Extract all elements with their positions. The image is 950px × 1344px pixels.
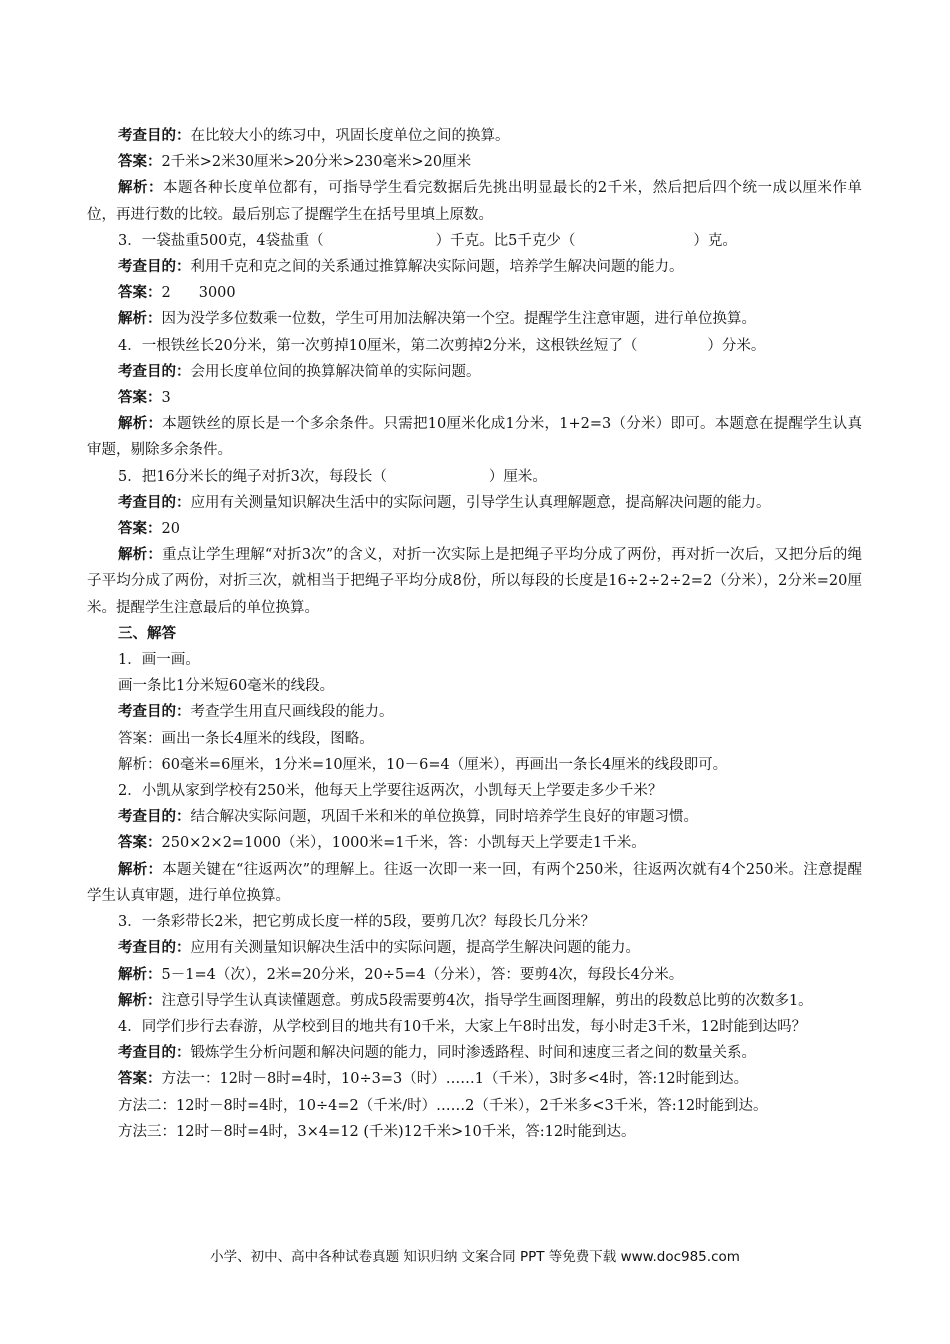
label-purpose: 考查目的： [118, 703, 191, 721]
label-analysis: 解析： [118, 415, 163, 433]
question-5: 5．把16分米长的绳子对折3次，每段长（ ）厘米。 [118, 468, 547, 485]
label-purpose: 考查目的： [118, 258, 191, 276]
line-19: 考查目的：考查学生用直尺画线段的能力。 [118, 703, 394, 721]
label-purpose: 考查目的： [118, 1044, 191, 1062]
line-1: 考查目的：在比较大小的练习中，巩固长度单位之间的换算。 [118, 127, 510, 144]
question-4: 4．一根铁丝长20分米，第一次剪掉10厘米，第二次剪掉2分米，这根铁丝短了（ ）分米。 [118, 337, 766, 354]
line-9: 考查目的：会用长度单位间的换算解决简单的实际问题。 [118, 362, 481, 380]
label-analysis: 解析： [118, 310, 162, 328]
label-purpose: 考查目的： [118, 493, 191, 511]
line-23: 考查目的：结合解决实际问题，巩固千米和米的单位换算，同时培养学生良好的审题习惯。 [118, 808, 698, 826]
question-2: 2．小凯从家到学校有250米，他每天上学要往返两次，小凯每天上学要走多少千米？ [118, 783, 663, 800]
label-answer: 答案： [118, 284, 162, 302]
line-32: 答案：方法一：12时－8时=4时，10÷3=3（时）……1（千米），3时多<4时，答:12时能到达。 [118, 1070, 749, 1088]
label-analysis: 解析： [118, 991, 162, 1009]
method-3: 方法三：12时－8时=4时，3×4=12 (千米)12千米>10千米，答:12时能到达。 [118, 1123, 636, 1140]
line-27: 考查目的：应用有关测量知识解决生活中的实际问题，提高学生解决问题的能力。 [118, 939, 640, 957]
line-31: 考查目的：锻炼学生分析问题和解决问题的能力，同时渗透路程、时间和速度三者之间的数量关系。 [118, 1044, 756, 1062]
line-21: 解析：60毫米=6厘米，1分米=10厘米，10－6=4（厘米），再画出一条长4厘米的线段即可。 [118, 756, 728, 773]
question-1: 1．画一画。 [118, 652, 200, 669]
label-answer: 答案： [118, 1070, 162, 1088]
line-5: 考查目的：利用千克和克之间的关系通过推算解决实际问题，培养学生解决问题的能力。 [118, 258, 684, 276]
label-analysis: 解析： [118, 179, 163, 197]
label-analysis: 解析： [118, 546, 163, 564]
label-purpose: 考查目的： [118, 939, 191, 957]
method-2: 方法二：12时－8时=4时，10÷4=2（千米/时）……2（千米），2千米多<3千米，答:12时能到达。 [118, 1097, 768, 1114]
question-1-detail: 画一条比1分米短60毫米的线段。 [118, 678, 335, 695]
label-answer: 答案： [118, 520, 162, 538]
label-answer: 答案： [118, 389, 162, 407]
label-purpose: 考查目的： [118, 808, 191, 826]
section-heading: 三、解答 [118, 624, 176, 642]
label-analysis: 解析： [118, 860, 163, 878]
line-7: 解析：因为没学多位数乘一位数，学生可用加法解决第一个空。提醒学生注意审题，进行单位换算。 [118, 310, 756, 328]
line-2: 答案：2千米>2米30厘米>20分米>230毫米>20厘米 [118, 153, 472, 171]
line-14: 答案：20 [118, 520, 180, 538]
label-analysis: 解析： [118, 965, 162, 983]
line-28: 解析：5－1=4（次），2米=20分米，20÷5=4（分米），答：要剪4次，每段长4分米。 [118, 965, 684, 983]
line-24: 答案：250×2×2=1000（米），1000米=1千米，答：小凯每天上学要走1千米。 [118, 834, 646, 852]
label-purpose: 考查目的： [118, 362, 191, 380]
label-purpose: 考查目的： [118, 127, 191, 144]
line-20: 答案：画出一条长4厘米的线段，图略。 [118, 730, 374, 747]
question-3: 3．一袋盐重500克，4袋盐重（ ）千克。比5千克少（ ）克。 [118, 232, 737, 249]
line-6: 答案：2 3000 [118, 284, 236, 302]
line-25: 解析：本题关键在“往返两次”的理解上。往返一次即一来一回，有两个250米，往返两次就有4个250米。注意提醒学生认真审题，进行单位换算。 [87, 860, 863, 904]
line-13: 考查目的：应用有关测量知识解决生活中的实际问题，引导学生认真理解题意，提高解决问题的能力。 [118, 493, 771, 511]
label-answer: 答案： [118, 153, 162, 171]
line-29: 解析：注意引导学生认真读懂题意。剪成5段需要剪4次，指导学生画图理解，剪出的段数总比剪的次数多1。 [118, 991, 813, 1009]
line-15: 解析：重点让学生理解“对折3次”的含义，对折一次实际上是把绳子平均分成了两份，再对折一次后，又把分后的绳子平均分成了两份，对折三次，就相当于把绳子平均分成8份，所以每段的长度是16÷2÷2÷2=2（分米），2分米=20厘米。提醒学生注意最后的单位换算。 [87, 546, 863, 616]
line-3: 解析：本题各种长度单位都有，可指导学生看完数据后先挑出明显最长的2千米，然后把后四个统一成以厘米作单位，再进行数的比较。最后别忘了提醒学生在括号里填上原数。 [87, 179, 863, 223]
line-10: 答案：3 [118, 389, 171, 407]
label-answer: 答案： [118, 834, 162, 852]
footer-banner: 小学、初中、高中各种试卷真题 知识归纳 文案合同 PPT 等免费下载 www.doc985.com [210, 1249, 740, 1265]
line-11: 解析：本题铁丝的原长是一个多余条件。只需把10厘米化成1分米，1+2=3（分米）即可。本题意在提醒学生认真审题，剔除多余条件。 [87, 415, 863, 459]
question-3b: 3．一条彩带长2米，把它剪成长度一样的5段，要剪几次？每段长几分米？ [118, 914, 596, 931]
document-body [87, 123, 862, 1145]
question-4b: 4．同学们步行去春游，从学校到目的地共有10千米，大家上午8时出发，每小时走3千米，12时能到达吗？ [118, 1018, 807, 1035]
